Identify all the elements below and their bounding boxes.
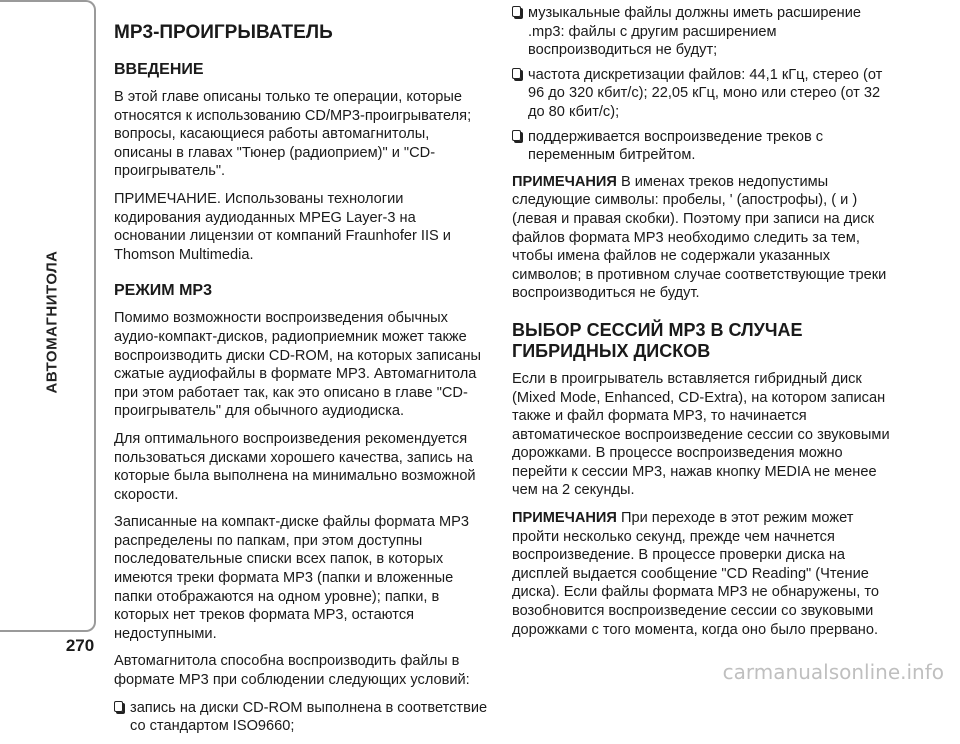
left-column: [114, 22, 490, 744]
list-item-text: частота дискретизации файлов: 44,1 кГц, стерео (от 96 до 320 кбит/с); 22,05 кГц, моно или стерео (от 32 до 80 кбит/с);: [528, 66, 883, 120]
mode-paragraph-3: Записанные на компакт-диске файлы формата MP3 распределены по папкам, при этом доступны последовательные списки всех папок, в которых имеются треки формата MP3 (папки и вложенные папки отображаются на одном уровне); папки, в которых нет треков формата MP3, остаются недоступными.: [114, 514, 470, 642]
intro-heading: ВВЕДЕНИЕ: [114, 61, 204, 78]
list-item-text: музыкальные файлы должны иметь расширение .mp3: файлы с другим расширением воспроизводиться не будут;: [528, 5, 861, 59]
mode-paragraph-2: Для оптимального воспроизведения рекомендуется пользоваться дисками хорошего качества, запись на которые была выполнена на минимально возможной скорости.: [114, 430, 476, 503]
note-1: [512, 173, 896, 303]
list-item: [512, 66, 896, 122]
note-2-text: При переходе в этот режим может пройти несколько секунд, прежде чем начнется воспроизведение. В процессе проверки диска на дисплей выдается сообщение "CD Reading" (Чтение диска). Если файлы формата MP3 не обнаружены, то возобновится воспроизведение сессии со звуковыми дорожками с того момента, когда оно было прервано.: [512, 510, 879, 638]
note-2: [512, 509, 896, 639]
list-item: [512, 128, 896, 165]
checkbox-bullet-icon: [114, 701, 123, 712]
hybrid-paragraph-1: Если в проигрыватель вставляется гибридный диск (Mixed Mode, Enhanced, CD-Extra), на котором записан также и файл формата MP3, то начинается автоматическое воспроизведение сессии со звуковыми дорожками. В процессе воспроизведения можно перейти к сессии MP3, нажав кнопку MEDIA не менее чем на 2 секунды.: [512, 370, 890, 499]
list-item: [512, 4, 896, 60]
right-bullet-list: [512, 4, 896, 165]
page-title: MP3-ПРОИГРЫВАТЕЛЬ: [114, 22, 333, 43]
mode-paragraph-4: Автомагнитола способна воспроизводить файлы в формате MP3 при соблюдении следующих условий:: [114, 653, 470, 689]
note-2-label: ПРИМЕЧАНИЯ: [512, 510, 617, 527]
hybrid-heading: ВЫБОР СЕССИЙ MP3 В СЛУЧАЕ ГИБРИДНЫХ ДИСКОВ: [512, 319, 803, 361]
checkbox-bullet-icon: [512, 6, 521, 17]
note-1-text: В именах треков недопустимы следующие символы: пробелы, ' (апострофы), ( и ) (левая и правая скобки). Поэтому при записи на диск файлов формата MP3 необходимо следить за тем, чтобы имена файлов не содержали указанных символов; в противном случае соответствующие треки воспроизводиться не будут.: [512, 173, 887, 302]
page-number: 270: [65, 636, 95, 655]
intro-paragraph-2: ПРИМЕЧАНИЕ. Использованы технологии кодирования аудиоданных MPEG Layer-3 на основании лицензии от компаний Fraunhofer IIS и Thomson Multimedia.: [114, 190, 451, 263]
watermark: carmanualsonline.info: [722, 660, 944, 684]
mode-paragraph-1: Помимо возможности воспроизведения обычных аудио-компакт-дисков, радиоприемник может также воспроизводить диски CD-ROM, на которых записаны сжатые аудиофайлы в формате MP3. Автомагнитола при этом работает так, как это описано в главе "CD-проигрыватель" для обычного аудиодиска.: [114, 310, 482, 420]
note-1-label: ПРИМЕЧАНИЯ: [512, 173, 617, 190]
left-bullet-list: [114, 699, 490, 736]
side-tab-label: АВТОМАГНИТОЛА: [43, 250, 61, 394]
mode-heading: РЕЖИМ MP3: [114, 282, 212, 300]
intro-paragraph-1: В этой главе описаны только те операции, которые относятся к использованию CD/MP3-проигрывателя; вопросы, касающиеся работы автомагнитолы, описаны в главах "Тюнер (радиоприем)" и "CD-проигрыватель".: [114, 89, 472, 180]
side-tab: [0, 0, 96, 632]
list-item: [114, 699, 490, 736]
list-item-text: запись на диски CD-ROM выполнена в соответствие со стандартом ISO9660;: [130, 699, 488, 735]
checkbox-bullet-icon: [512, 68, 521, 79]
list-item-text: поддерживается воспроизведение треков с переменным битрейтом.: [528, 128, 824, 164]
checkbox-bullet-icon: [512, 130, 521, 141]
right-column: [512, 4, 896, 648]
